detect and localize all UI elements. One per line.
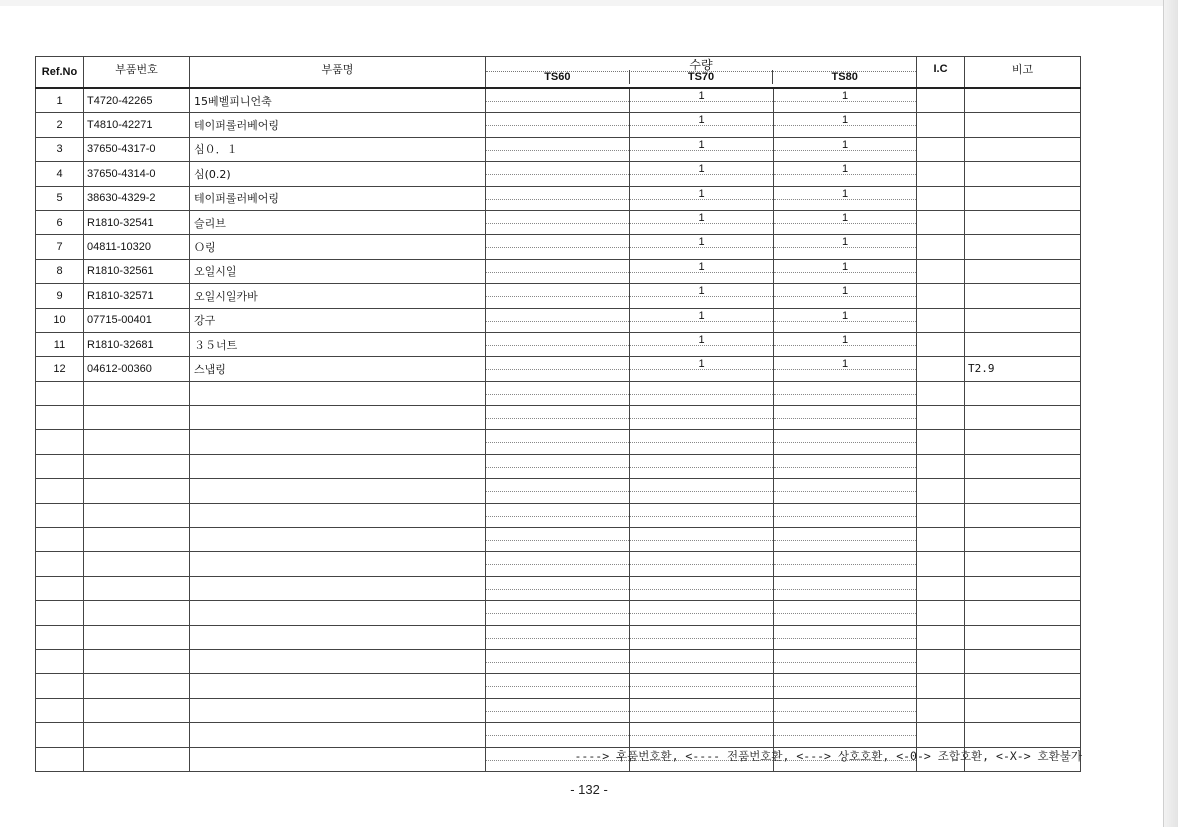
ref-no-cell [36, 552, 84, 576]
part-number-cell: 07715-00401 [84, 308, 190, 332]
qty-ts80-cell: 1 [774, 332, 917, 356]
remarks-cell [965, 137, 1081, 161]
table-row [36, 601, 1081, 625]
parts-table [35, 56, 1081, 772]
part-name-cell [190, 747, 486, 771]
ic-cell [917, 698, 965, 722]
part-name-cell [190, 723, 486, 747]
remarks-cell [965, 552, 1081, 576]
qty-ts80-cell [774, 576, 917, 600]
remarks-cell [965, 88, 1081, 113]
table-row [36, 528, 1081, 552]
qty-ts60-cell [486, 88, 630, 113]
qty-ts70-cell [630, 479, 774, 503]
ref-no-cell: 10 [36, 308, 84, 332]
qty-ts80-cell [774, 479, 917, 503]
ic-cell [917, 88, 965, 113]
qty-ts60-cell [486, 235, 630, 259]
table-row [36, 88, 1081, 113]
header-model-ts60: TS60 [544, 71, 571, 83]
part-name-cell: 15베벨피니언축 [190, 88, 486, 113]
remarks-cell [965, 162, 1081, 186]
ic-cell [917, 454, 965, 478]
part-number-cell [84, 723, 190, 747]
scan-right-edge [1163, 0, 1178, 827]
ref-no-cell [36, 381, 84, 405]
table-row [36, 698, 1081, 722]
part-number-cell [84, 601, 190, 625]
qty-ts70-cell: 1 [630, 137, 774, 161]
part-name-cell: 테이퍼롤러베어링 [190, 186, 486, 210]
ref-no-cell [36, 454, 84, 478]
qty-ts70-cell [630, 381, 774, 405]
part-number-cell: 37650-4317-0 [84, 137, 190, 161]
qty-ts80-cell: 1 [774, 284, 917, 308]
qty-ts80-cell [774, 430, 917, 454]
part-name-cell [190, 528, 486, 552]
qty-ts70-cell: 1 [630, 113, 774, 137]
header-remarks: 비고 [965, 57, 1081, 89]
ic-cell [917, 308, 965, 332]
remarks-cell [965, 576, 1081, 600]
table-row [36, 381, 1081, 405]
qty-ts70-cell: 1 [630, 308, 774, 332]
qty-ts60-cell [486, 332, 630, 356]
part-name-cell [190, 625, 486, 649]
part-name-cell: 슬리브 [190, 210, 486, 234]
ref-no-cell [36, 503, 84, 527]
table-row [36, 186, 1081, 210]
part-name-cell: 스냅링 [190, 357, 486, 381]
ic-cell [917, 625, 965, 649]
remarks-cell [965, 454, 1081, 478]
table-row [36, 406, 1081, 430]
ic-cell [917, 162, 965, 186]
qty-ts80-cell [774, 503, 917, 527]
part-name-cell [190, 503, 486, 527]
part-number-cell [84, 552, 190, 576]
ic-cell [917, 723, 965, 747]
qty-ts70-cell: 1 [630, 88, 774, 113]
qty-ts70-cell [630, 454, 774, 478]
part-number-cell [84, 381, 190, 405]
part-name-cell: 오일시일 [190, 259, 486, 283]
part-name-cell [190, 381, 486, 405]
qty-ts60-cell [486, 479, 630, 503]
table-row [36, 259, 1081, 283]
part-number-cell: 38630-4329-2 [84, 186, 190, 210]
remarks-cell [965, 479, 1081, 503]
header-ref-no: Ref.No [36, 57, 84, 89]
table-row [36, 552, 1081, 576]
qty-ts60-cell [486, 430, 630, 454]
table-row [36, 674, 1081, 698]
qty-ts60-cell [486, 406, 630, 430]
qty-ts60-cell [486, 284, 630, 308]
remarks-cell [965, 210, 1081, 234]
ic-cell [917, 528, 965, 552]
remarks-cell [965, 528, 1081, 552]
qty-ts60-cell [486, 649, 630, 673]
qty-ts60-cell [486, 552, 630, 576]
table-row [36, 332, 1081, 356]
table-row [36, 503, 1081, 527]
qty-ts70-cell [630, 649, 774, 673]
page-number: - 132 - [570, 782, 608, 797]
qty-ts70-cell [630, 552, 774, 576]
part-number-cell: R1810-32681 [84, 332, 190, 356]
part-number-cell: 04612-00360 [84, 357, 190, 381]
ref-no-cell: 1 [36, 88, 84, 113]
ref-no-cell [36, 528, 84, 552]
part-number-cell [84, 576, 190, 600]
qty-ts60-cell [486, 674, 630, 698]
qty-ts80-cell [774, 381, 917, 405]
ref-no-cell: 9 [36, 284, 84, 308]
qty-ts80-cell: 1 [774, 137, 917, 161]
table-row [36, 210, 1081, 234]
qty-ts70-cell: 1 [630, 357, 774, 381]
header-model-ts70: TS70 [629, 70, 773, 84]
ic-cell [917, 576, 965, 600]
part-number-cell [84, 454, 190, 478]
qty-ts70-cell [630, 406, 774, 430]
qty-ts80-cell [774, 625, 917, 649]
ref-no-cell: 7 [36, 235, 84, 259]
qty-ts70-cell [630, 723, 774, 747]
remarks-cell [965, 698, 1081, 722]
ic-cell [917, 430, 965, 454]
qty-ts60-cell [486, 723, 630, 747]
qty-ts70-cell: 1 [630, 259, 774, 283]
remarks-cell [965, 259, 1081, 283]
remarks-cell [965, 381, 1081, 405]
qty-ts70-cell [630, 503, 774, 527]
ic-cell [917, 332, 965, 356]
header-part-number: 부품번호 [84, 57, 190, 89]
ref-no-cell [36, 674, 84, 698]
part-name-cell: 심(0.2) [190, 162, 486, 186]
part-name-cell: 강구 [190, 308, 486, 332]
part-number-cell [84, 406, 190, 430]
remarks-cell [965, 503, 1081, 527]
qty-ts60-cell [486, 162, 630, 186]
header-quantity [486, 57, 917, 89]
ref-no-cell: 8 [36, 259, 84, 283]
qty-ts70-cell [630, 528, 774, 552]
qty-ts80-cell [774, 723, 917, 747]
part-number-cell: R1810-32571 [84, 284, 190, 308]
qty-ts70-cell: 1 [630, 162, 774, 186]
table-row [36, 430, 1081, 454]
ic-cell [917, 503, 965, 527]
qty-ts70-cell: 1 [630, 210, 774, 234]
part-name-cell [190, 649, 486, 673]
ref-no-cell [36, 430, 84, 454]
ic-cell [917, 601, 965, 625]
ic-cell [917, 381, 965, 405]
qty-ts70-cell: 1 [630, 186, 774, 210]
header-model-row [486, 70, 916, 84]
interchangeability-legend: ----> 후품번호환, <---- 전품번호환, <---> 상호호환, <-0-> 조합호환, <-X-> 호환불가 [574, 749, 1082, 763]
remarks-cell [965, 625, 1081, 649]
qty-ts60-cell [486, 576, 630, 600]
remarks-cell [965, 284, 1081, 308]
ref-no-cell: 6 [36, 210, 84, 234]
ref-no-cell [36, 625, 84, 649]
qty-ts80-cell: 1 [774, 186, 917, 210]
part-name-cell: Ｏ링 [190, 235, 486, 259]
ic-cell [917, 284, 965, 308]
qty-ts80-cell [774, 454, 917, 478]
qty-ts60-cell [486, 308, 630, 332]
remarks-cell [965, 332, 1081, 356]
qty-ts80-cell: 1 [774, 162, 917, 186]
qty-ts80-cell: 1 [774, 113, 917, 137]
qty-ts70-cell: 1 [630, 235, 774, 259]
ref-no-cell: 5 [36, 186, 84, 210]
qty-ts70-cell [630, 430, 774, 454]
remarks-cell [965, 113, 1081, 137]
qty-ts80-cell: 1 [774, 259, 917, 283]
qty-ts80-cell [774, 649, 917, 673]
part-name-cell: ３５너트 [190, 332, 486, 356]
qty-ts80-cell [774, 406, 917, 430]
ref-no-cell [36, 576, 84, 600]
part-number-cell: T4810-42271 [84, 113, 190, 137]
table-row [36, 308, 1081, 332]
table-row [36, 235, 1081, 259]
part-name-cell [190, 406, 486, 430]
header-part-name: 부품명 [190, 57, 486, 89]
part-number-cell [84, 479, 190, 503]
part-name-cell [190, 674, 486, 698]
qty-ts60-cell [486, 528, 630, 552]
table-row [36, 649, 1081, 673]
header-ic: I.C [917, 57, 965, 89]
part-name-cell [190, 601, 486, 625]
qty-ts80-cell: 1 [774, 308, 917, 332]
ic-cell [917, 649, 965, 673]
qty-ts70-cell: 1 [630, 332, 774, 356]
ic-cell [917, 137, 965, 161]
ref-no-cell [36, 698, 84, 722]
part-name-cell [190, 698, 486, 722]
remarks-cell [965, 430, 1081, 454]
remarks-cell [965, 601, 1081, 625]
remarks-cell [965, 186, 1081, 210]
part-number-cell [84, 747, 190, 771]
qty-ts70-cell [630, 576, 774, 600]
part-name-cell [190, 479, 486, 503]
ic-cell [917, 186, 965, 210]
qty-ts80-cell [774, 674, 917, 698]
ref-no-cell: 11 [36, 332, 84, 356]
table-row [36, 137, 1081, 161]
part-number-cell: 37650-4314-0 [84, 162, 190, 186]
table-row [36, 576, 1081, 600]
part-number-cell: R1810-32541 [84, 210, 190, 234]
part-name-cell [190, 454, 486, 478]
qty-ts80-cell: 1 [774, 88, 917, 113]
table-row [36, 625, 1081, 649]
part-name-cell [190, 430, 486, 454]
qty-ts80-cell: 1 [774, 357, 917, 381]
table-row [36, 162, 1081, 186]
remarks-cell [965, 235, 1081, 259]
qty-ts60-cell [486, 259, 630, 283]
qty-ts80-cell [774, 698, 917, 722]
part-number-cell: 04811-10320 [84, 235, 190, 259]
ref-no-cell: 4 [36, 162, 84, 186]
qty-ts60-cell [486, 357, 630, 381]
table-header-row [36, 57, 1081, 89]
ic-cell [917, 479, 965, 503]
qty-ts60-cell [486, 210, 630, 234]
part-name-cell [190, 552, 486, 576]
header-quantity-title: 수량 [689, 58, 713, 72]
part-number-cell [84, 649, 190, 673]
qty-ts80-cell [774, 601, 917, 625]
table-row [36, 723, 1081, 747]
qty-ts80-cell [774, 528, 917, 552]
part-name-cell: 테이퍼롤러베어링 [190, 113, 486, 137]
ref-no-cell [36, 601, 84, 625]
ref-no-cell [36, 723, 84, 747]
qty-ts80-cell [774, 552, 917, 576]
scan-top-margin [0, 0, 1178, 6]
ref-no-cell [36, 406, 84, 430]
header-model-ts80: TS80 [772, 70, 916, 84]
part-number-cell [84, 430, 190, 454]
remarks-cell [965, 723, 1081, 747]
qty-ts60-cell [486, 601, 630, 625]
qty-ts60-cell [486, 186, 630, 210]
qty-ts70-cell [630, 698, 774, 722]
ref-no-cell: 12 [36, 357, 84, 381]
part-number-cell [84, 698, 190, 722]
qty-ts80-cell: 1 [774, 235, 917, 259]
remarks-cell [965, 406, 1081, 430]
part-name-cell [190, 576, 486, 600]
qty-ts60-cell [486, 113, 630, 137]
qty-ts60-cell [486, 454, 630, 478]
remarks-cell [965, 674, 1081, 698]
ref-no-cell: 2 [36, 113, 84, 137]
remarks-cell [965, 308, 1081, 332]
table-row [36, 479, 1081, 503]
part-number-cell [84, 625, 190, 649]
part-number-cell [84, 674, 190, 698]
remarks-cell [965, 649, 1081, 673]
ic-cell [917, 210, 965, 234]
qty-ts70-cell [630, 601, 774, 625]
remarks-cell: T2.9 [965, 357, 1081, 381]
qty-ts70-cell: 1 [630, 284, 774, 308]
part-name-cell: 심０．１ [190, 137, 486, 161]
part-number-cell [84, 503, 190, 527]
parts-table-body [36, 88, 1081, 771]
ic-cell [917, 406, 965, 430]
ic-cell [917, 552, 965, 576]
ic-cell [917, 113, 965, 137]
qty-ts70-cell [630, 674, 774, 698]
table-row [36, 113, 1081, 137]
part-number-cell: T4720-42265 [84, 88, 190, 113]
ic-cell [917, 259, 965, 283]
ic-cell [917, 357, 965, 381]
part-name-cell: 오일시일카바 [190, 284, 486, 308]
qty-ts60-cell [486, 503, 630, 527]
part-number-cell [84, 528, 190, 552]
ref-no-cell [36, 649, 84, 673]
table-row [36, 284, 1081, 308]
qty-ts60-cell [486, 698, 630, 722]
table-row [36, 454, 1081, 478]
qty-ts60-cell [486, 137, 630, 161]
qty-ts60-cell [486, 625, 630, 649]
qty-ts80-cell: 1 [774, 210, 917, 234]
qty-ts70-cell [630, 625, 774, 649]
ic-cell [917, 235, 965, 259]
part-number-cell: R1810-32561 [84, 259, 190, 283]
qty-ts60-cell [486, 381, 630, 405]
table-row [36, 357, 1081, 381]
ref-no-cell [36, 747, 84, 771]
ref-no-cell: 3 [36, 137, 84, 161]
ic-cell [917, 674, 965, 698]
ref-no-cell [36, 479, 84, 503]
